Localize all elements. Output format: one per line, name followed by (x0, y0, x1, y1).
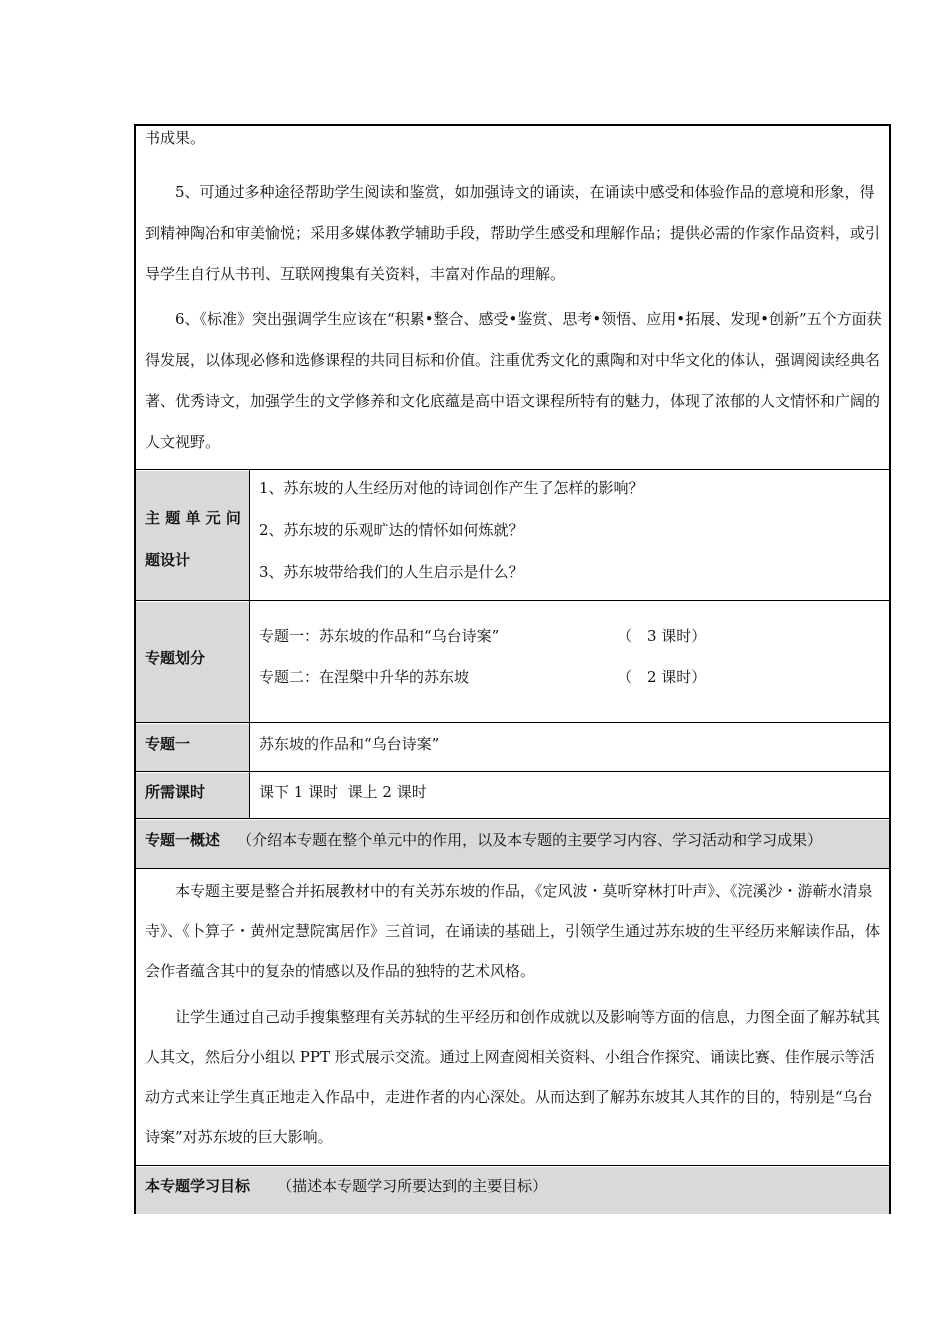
row-divider (134, 469, 890, 470)
row-divider (134, 868, 890, 869)
list-item: 1、苏东坡的人生经历对他的诗词创作产生了怎样的影响？ (259, 479, 644, 497)
topic1-value: 苏东坡的作品和“乌台诗案” (259, 735, 440, 753)
goals-label: 本专题学习目标 (145, 1177, 251, 1195)
guideline-5: 5、可通过多种途径帮助学生阅读和鉴赏，如加强诗文的诵读，在诵读中感受和体验作品的意境和形象，得到精神陶冶和审美愉悦；采用多媒体教学辅助手段，帮助学生感受和理解作品；提供必需的作家作品资料，或引导学生自行从书刊、互联网搜集有关资料，丰富对作品的理解。 (145, 183, 881, 283)
goals-header (145, 1175, 547, 1196)
topic-hours: （ 3 课时） (617, 627, 707, 645)
list-item (259, 625, 879, 666)
questions-label: 主 题 单 元 问 题设计 (145, 509, 241, 569)
overview-label: 专题一概述 (145, 831, 221, 849)
intro-block (145, 126, 883, 463)
row-divider (134, 1165, 890, 1166)
topic-name: 专题二：在涅槃中升华的苏东坡 (259, 668, 470, 686)
overview-header (145, 829, 822, 850)
overview-para: 让学生通过自己动手搜集整理有关苏轼的生平经历和创作成就以及影响等方面的信息，力图全面了解苏轼其人其文，然后分小组以 PPT 形式展示交流。通过上网查阅相关资料、小组合作探究、诵读比赛、佳作展示等活动方式来让学生真正地走入作品中，走进作者的内心深处。从而达到了解苏东坡其人其作的目的，特别是“乌台诗案”对苏东坡的巨大影响。 (145, 1008, 881, 1146)
topic1-label: 专题一 (145, 735, 191, 753)
division-list (259, 625, 879, 707)
goals-note: （描述本专题学习所要达到的主要目标） (277, 1177, 548, 1195)
row-divider (134, 771, 890, 772)
overview-para: 本专题主要是整合并拓展教材中的有关苏东坡的作品，《定风波・莫听穿林打叶声》、《浣溪沙・游蕲水清泉寺》、《卜算子・黄州定慧院寓居作》三首词，在诵读的基础上，引领学生通过苏东坡的生平经历来解读作品，体会作者蕴含其中的复杂的情感以及作品的独特的艺术风格。 (145, 882, 881, 980)
row-divider (134, 818, 890, 819)
list-item: 3、苏东坡带给我们的人生启示是什么？ (259, 563, 524, 581)
topic-hours: （ 2 课时） (617, 668, 707, 686)
row-divider (134, 722, 890, 723)
list-item (259, 666, 879, 707)
overview-note: （介绍本专题在整个单元中的作用，以及本专题的主要学习内容、学习活动和学习成果） (237, 831, 823, 849)
questions-list (259, 477, 644, 603)
overview-body (145, 871, 883, 1157)
guideline-6: 6、《标准》突出强调学生应该在“积累•整合、感受•鉴赏、思考•领悟、应用•拓展、发现•创新”五个方面获得发展，以体现必修和选修课程的共同目标和价值。注重优秀文化的熏陶和对中华文化的体认，强调阅读经典名著、优秀诗文，加强学生的文学修养和文化底蕴是高中语文课程所特有的魅力，体现了浓郁的人文情怀和广阔的人文视野。 (145, 310, 882, 451)
list-item: 2、苏东坡的乐观旷达的情怀如何炼就？ (259, 521, 524, 539)
hours-value: 课下 1 课时 课上 2 课时 (259, 783, 427, 801)
topic-name: 专题一：苏东坡的作品和“乌台诗案” (259, 627, 500, 645)
division-label: 专题划分 (145, 649, 206, 667)
hours-label: 所需课时 (145, 783, 206, 801)
column-divider (249, 469, 250, 819)
intro-line: 书成果。 (145, 129, 206, 147)
